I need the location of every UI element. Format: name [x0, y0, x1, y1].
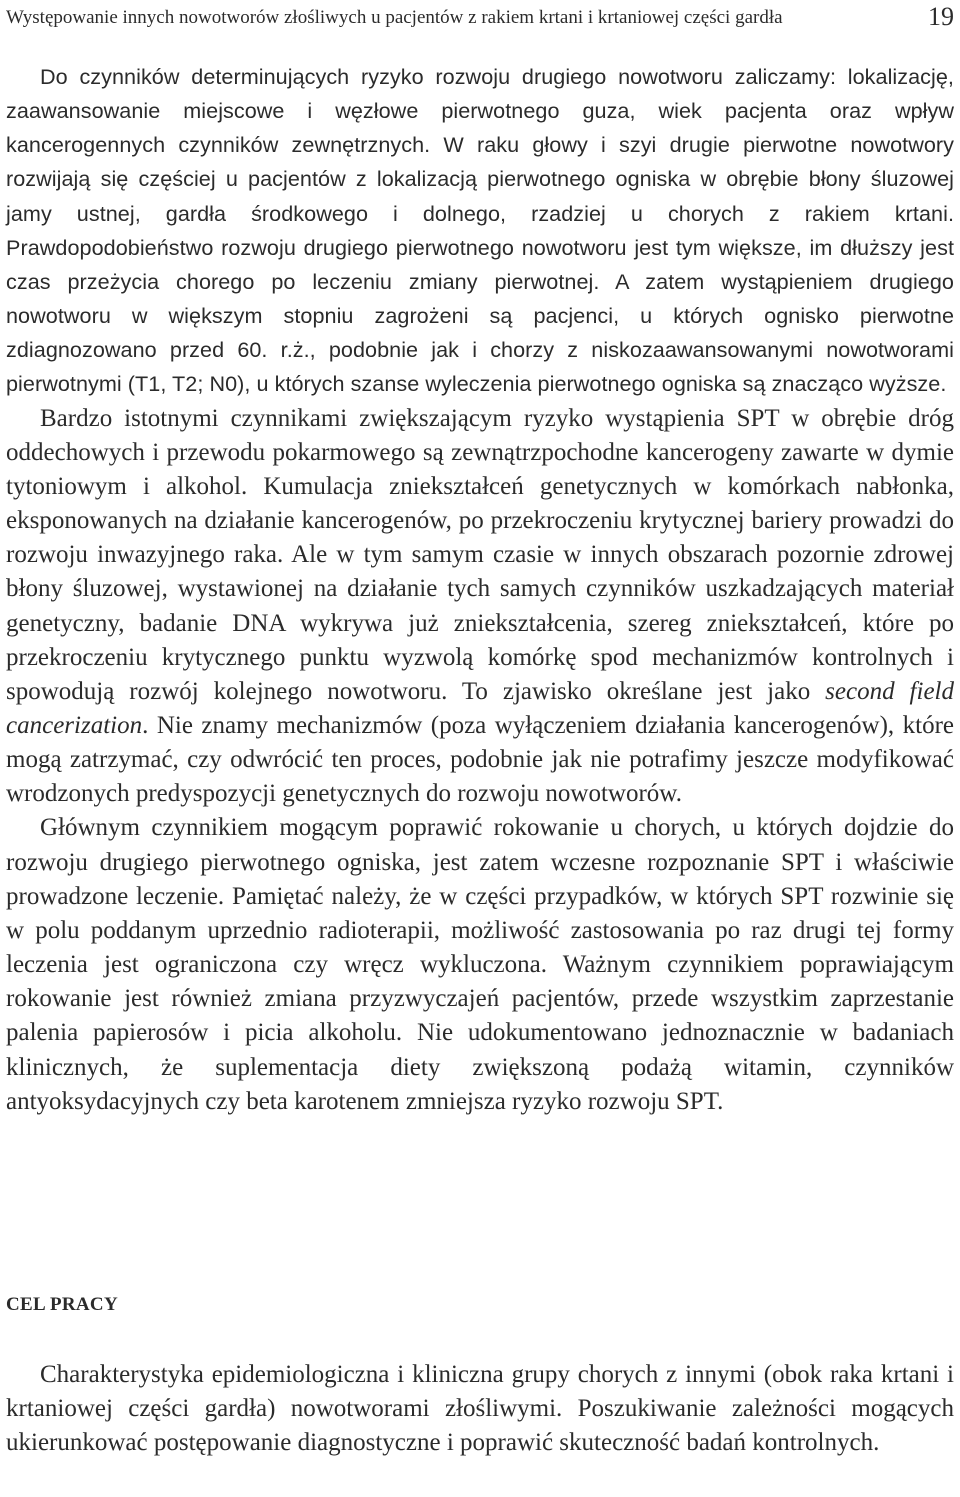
section-heading: CEL PRACY	[6, 1294, 118, 1315]
paragraph-field-cancerization	[6, 402, 954, 812]
paragraph-text: . Nie znamy mechanizmów (poza wyłączeniem działania kancerogenów), które mogą zatrzymać, czy odwrócić ten proces, podobnie jak nie potrafimy jeszcze modyfikować wrodzonych predyspozycji genetycznych do rozwoju nowotworów.	[6, 711, 954, 808]
paragraph-aim: Charakterystyka epidemiologiczna i kliniczna grupy chorych z innymi (obok raka krtani i krtaniowej części gardła) nowotworami złośliwymi. Poszukiwanie zależności mogących ukierunkować postępowanie diagnostyczne i poprawić skuteczność badań kontrolnych.	[6, 1361, 954, 1457]
running-title: Występowanie innych nowotworów złośliwych u pacjentów z rakiem krtani i krtaniowej części gardła	[6, 7, 783, 28]
italic-term: second field cancerization	[6, 677, 954, 739]
paragraph-risk-factors: Do czynników determinujących ryzyko rozwoju drugiego nowotworu zaliczamy: lokalizację, zaawansowanie miejscowe i węzłowe pierwotnego guza, wiek pacjenta oraz wpływ kancerogennych czynników zewnętrznych. W raku głowy i szyi drugie pierwotne nowotwory rozwijają się częściej u pacjentów z lokalizacją pierwotnego ogniska w obrębie błony śluzowej jamy ustnej, gardła środkowego i dolnego, rzadziej u chorych z rakiem krtani. Prawdopodobieństwo rozwoju drugiego pierwotnego nowotworu jest tym większe, im dłuższy jest czas przeżycia chorego po leczeniu zmiany pierwotnej. A zatem wystąpieniem drugiego nowotworu w większym stopniu zagrożeni są pacjenci, u których ognisko pierwotne zdiagnozowano przed 60. r.ż., podobnie jak i chorzy z niskozaawansowanymi nowotworami pierwotnymi (T1, T2; N0), u których szanse wyleczenia pierwotnego ogniska są znacząco wyższe.	[6, 64, 954, 397]
paragraph-prognosis: Głównym czynnikiem mogącym poprawić rokowanie u chorych, u których dojdzie do rozwoju drugiego pierwotnego ogniska, jest zatem wczesne rozpoznanie SPT i właściwie prowadzone leczenie. Pamiętać należy, że w części przypadków, w których SPT rozwinie się w polu poddanym uprzednio radioterapii, możliwość zastosowania po raz drugi tej formy leczenia jest ograniczona czy wręcz wykluczona. Ważnym czynnikiem poprawiającym rokowanie jest również zmiana przyzwyczajeń pacjentów, przede wszystkim zaprzestanie palenia papierosów i picia alkoholu. Nie udokumentowano jednoznacznie w badaniach klinicznych, że suplementacja diety zwiększoną podażą witamin, czynników antyoksydacyjnych czy beta karotenem zmniejsza ryzyko rozwoju SPT.	[6, 814, 954, 1115]
body-text	[6, 60, 954, 1119]
page-number: 19	[928, 2, 954, 31]
paragraph-text: Bardzo istotnymi czynnikami zwiększającym ryzyko wystąpienia SPT w obrębie dróg oddechowych i przewodu pokarmowego są zewnątrzpochodne kancerogeny zawarte w dymie tytoniowym i alkohol. Kumulacja zniekształceń genetycznych w komórkach nabłonka, eksponowanych na działanie kancerogenów, po przekroczeniu krytycznej bariery prowadzi do rozwoju inwazyjnego raka. Ale w tym samym czasie w innych obszarach pozornie zdrowej błony śluzowej, wystawionej na działanie tych samych czynników uszkadzających materiał genetyczny, badanie DNA wykrywa już zniekształcenia, szereg zniekształceń, które po przekroczeniu krytycznego punktu wyzwolą komórkę spod mechanizmów kontrolnych i spowodują rozwój kolejnego nowotworu. To zjawisko określane jest jako	[6, 404, 954, 705]
running-header	[6, 2, 954, 32]
section-body	[6, 1358, 954, 1460]
document-page	[6, 0, 954, 1497]
